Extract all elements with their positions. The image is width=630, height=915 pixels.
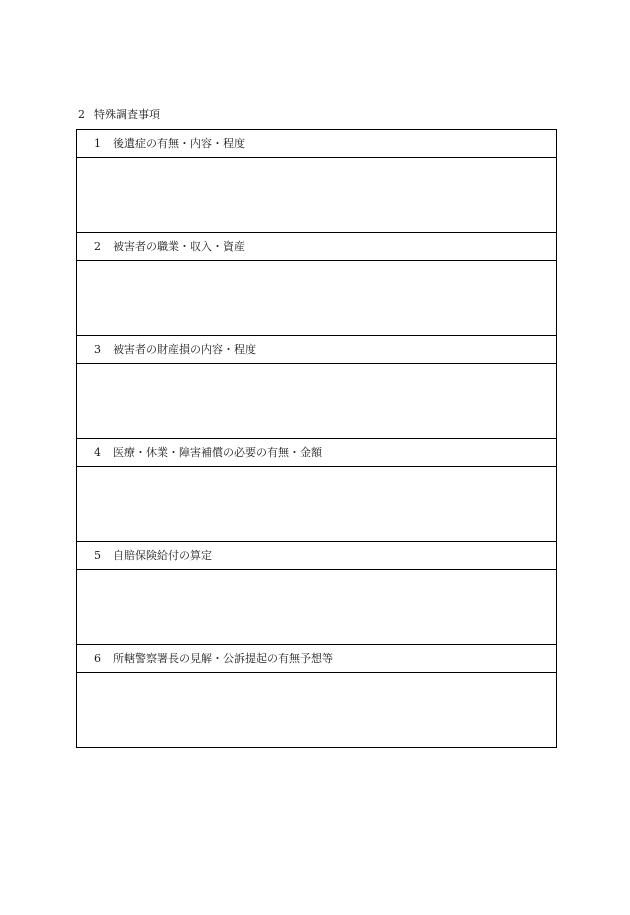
item-number: 4 [94, 446, 101, 459]
item-number: 6 [94, 652, 101, 665]
item-label: 後遺症の有無・内容・程度 [113, 137, 245, 150]
item-header [77, 439, 556, 467]
item-entry-area[interactable] [77, 158, 556, 232]
section-number: 2 [78, 108, 85, 121]
item-label: 被害者の財産損の内容・程度 [113, 343, 256, 356]
item-label: 医療・休業・障害補償の必要の有無・金額 [113, 446, 322, 459]
item-entry-area[interactable] [77, 673, 556, 747]
section-heading [78, 108, 160, 122]
item-label: 所轄警察署長の見解・公訴提起の有無予想等 [113, 652, 333, 665]
item-header [77, 233, 556, 261]
section-title: 特殊調査事項 [94, 108, 160, 121]
special-investigation-table [76, 129, 557, 748]
item-aftereffects [77, 130, 556, 232]
item-entry-area[interactable] [77, 261, 556, 335]
item-insurance-calculation [77, 541, 556, 644]
item-compensation [77, 438, 556, 541]
item-header [77, 130, 556, 158]
item-number: 3 [94, 343, 101, 356]
item-number: 1 [94, 137, 101, 150]
item-entry-area[interactable] [77, 364, 556, 438]
item-number: 2 [94, 240, 101, 253]
item-header [77, 645, 556, 673]
item-label: 被害者の職業・収入・資産 [113, 240, 245, 253]
item-header [77, 542, 556, 570]
item-header [77, 336, 556, 364]
item-entry-area[interactable] [77, 467, 556, 541]
item-property-damage [77, 335, 556, 438]
item-police-opinion [77, 644, 556, 747]
item-victim-occupation [77, 232, 556, 335]
item-number: 5 [94, 549, 101, 562]
item-entry-area[interactable] [77, 570, 556, 644]
item-label: 自賠保険給付の算定 [113, 549, 212, 562]
